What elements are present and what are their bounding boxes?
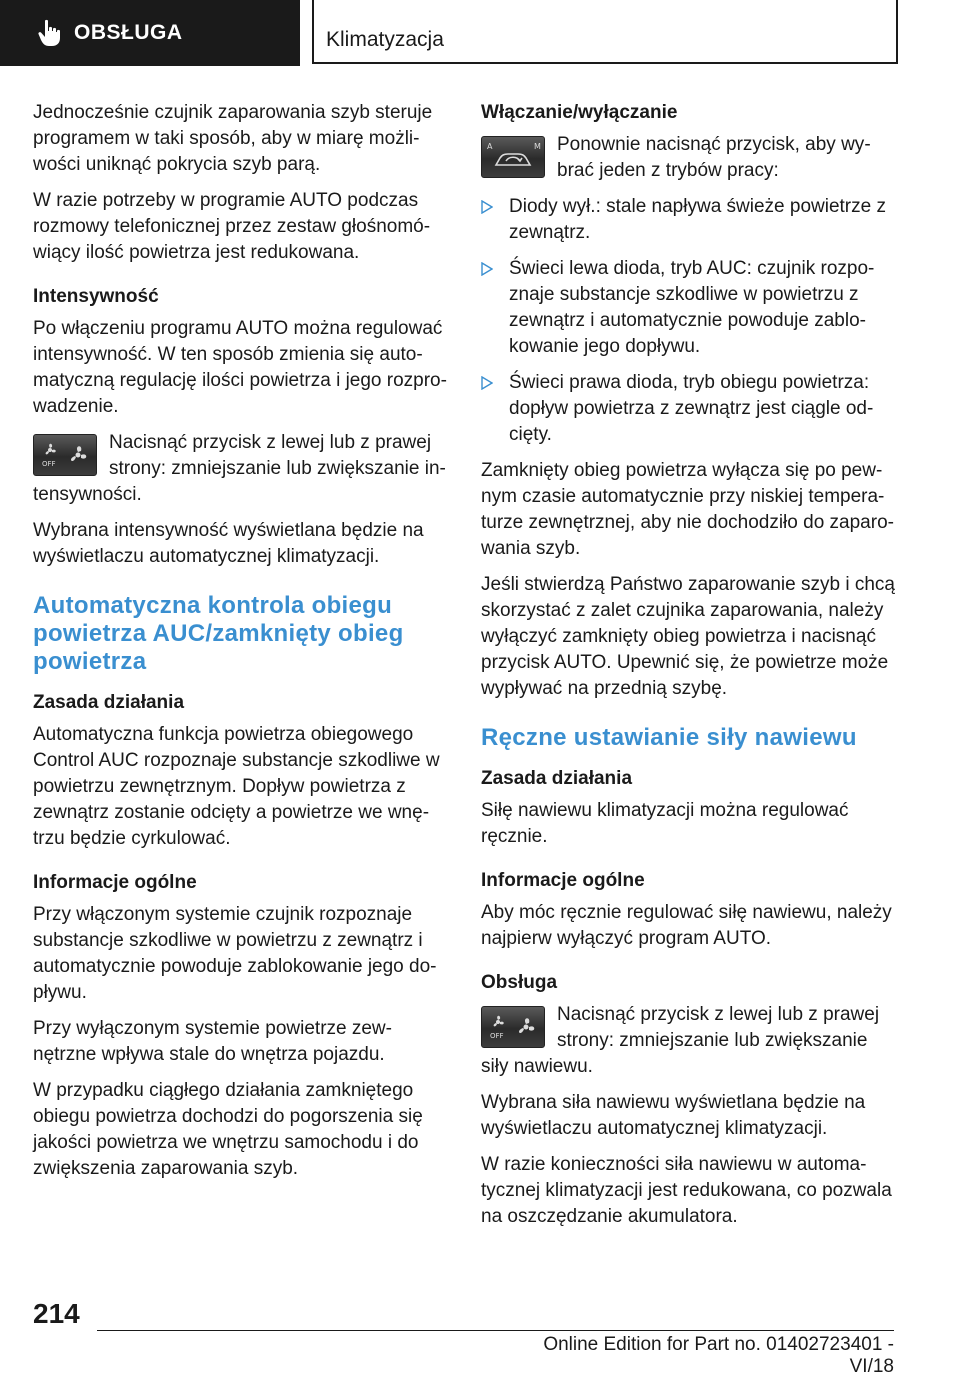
subheading-general-info: Informacje ogólne (33, 872, 197, 893)
blower-instruction (481, 1002, 895, 1080)
auc-instruction (481, 132, 895, 184)
instruction-text: Nacisnąć przycisk z lewej lub z prawej strony: zmniejszanie lub zwiększanie siły nawiewu. (481, 1004, 880, 1077)
page-number: 214 (33, 1298, 80, 1329)
mode-list (481, 194, 895, 448)
fan-button-image (481, 1006, 545, 1048)
subheading-principle: Zasada działania (481, 768, 633, 789)
section-title: OBSŁUGA (74, 21, 183, 44)
subheading-principle: Zasada działania (33, 692, 185, 713)
auc-label: A (487, 142, 493, 151)
footer-rule (97, 1330, 894, 1331)
off-label: OFF (490, 1032, 504, 1040)
paragraph: Wybrana intensywność wyświetlana będzie na wyświetlaczu automatycznej klimatyzacji. (33, 520, 424, 567)
chapter-title: Klimatyzacja (326, 28, 444, 51)
triangle-bullet-icon (481, 376, 493, 390)
instruction-text: Nacisnąć przycisk z lewej lub z prawej strony: zmniejszanie lub zwiększanie intensywności. (33, 432, 446, 505)
manual-label: M (534, 142, 541, 151)
fan-small-icon (494, 1016, 504, 1027)
triangle-bullet-icon (481, 200, 493, 214)
paragraph: Jednocześnie czujnik zaparowania szyb steruje programem w taki sposób, aby w miarę możliwości uniknąć pokrycia szyb parą. (33, 102, 433, 175)
paragraph: Przy wyłączonym systemie powietrze zewnętrzne wpływa stale do wnętrza pojazdu. (33, 1018, 392, 1065)
paragraph: Po włączeniu programu AUTO można regulować intensywność. W ten sposób zmienia się automatyczną regulację ilości powietrza i jego rozprowadzenie. (33, 318, 447, 417)
edition-note: Online Edition for Part no. 01402723401 - VI/18 (543, 1334, 894, 1377)
paragraph: W razie potrzeby w programie AUTO podczas rozmowy telefonicznej przez zestaw głośnomówiący ilość powietrza jest redukowana. (33, 190, 431, 263)
off-label: OFF (42, 460, 56, 468)
hand-icon (38, 19, 62, 47)
recirculation-button-image (481, 136, 545, 178)
paragraph: Automatyczna funkcja powietrza obiegowego Control AUC rozpoznaje substancje szkodliwe w powietrzu zewnętrznym. Dopływ powietrza z zewnątrz zostanie odcięty a powietrze we wnętrzu będzie cyrkulować. (33, 724, 440, 849)
chapter-box (312, 0, 898, 64)
page-header (0, 0, 960, 66)
list-item: Świeci lewa dioda, tryb AUC: czujnik rozpoznaje substancje szkodliwe w powietrzu z zewnątrz i automatycznie powoduje zablokowanie jego dopływu. (481, 256, 895, 360)
intensity-instruction (33, 430, 447, 508)
paragraph: Aby móc ręcznie regulować siłę nawiewu, należy najpierw wyłączyć program AUTO. (481, 902, 892, 949)
paragraph: Jeśli stwierdzą Państwo zaparowanie szyb i chcą skorzystać z zalet czujnika zaparowania, należy wyłączyć zamknięty obieg powietrza i nacisnąć przycisk AUTO. Upewnić się, że powietrze może wypływać na przednią szybę. (481, 574, 895, 699)
subheading-operation: Obsługa (481, 972, 558, 993)
car-recirculation-icon (496, 154, 530, 165)
list-item: Świeci prawa dioda, tryb obiegu powietrza: dopływ powietrza z zewnątrz jest ciągle odcięty. (481, 370, 895, 448)
instruction-text: Ponownie nacisnąć przycisk, aby wybrać jeden z trybów pracy: (557, 134, 871, 181)
subheading-intensity: Intensywność (33, 286, 159, 307)
section-tab (0, 0, 300, 66)
left-column (33, 100, 447, 1192)
fan-large-icon (519, 1018, 534, 1033)
fan-button-image (33, 434, 97, 476)
paragraph: Przy włączonym systemie czujnik rozpoznaje substancje szkodliwe w powietrzu z zewnątrz i automatycznie powoduje zablokowanie jego dopływu. (33, 904, 437, 1003)
fan-small-icon (46, 444, 56, 455)
paragraph: Zamknięty obieg powietrza wyłącza się po pewnym czasie automatycznie przy niskiej temperaturze zewnętrznej, aby nie dochodziło do zaparowania szyb. (481, 460, 894, 559)
paragraph: W przypadku ciągłego działania zamkniętego obiegu powietrza dochodzi do pogorszenia się jakości powietrza we wnętrzu samochodu i do zwiększenia zaparowania szyb. (33, 1080, 423, 1179)
paragraph: Siłę nawiewu klimatyzacji można regulować ręcznie. (481, 800, 849, 847)
subheading-general-info: Informacje ogólne (481, 870, 645, 891)
fan-large-icon (71, 446, 86, 461)
paragraph: Wybrana siła nawiewu wyświetlana będzie na wyświetlaczu automatycznej klimatyzacji. (481, 1092, 866, 1139)
paragraph: W razie konieczności siła nawiewu w automatycznej klimatyzacji jest redukowana, co pozwala na oszczędzanie akumulatora. (481, 1154, 892, 1227)
triangle-bullet-icon (481, 262, 493, 276)
section-heading-blower: Ręczne ustawianie siły nawiewu (481, 724, 857, 751)
section-heading-auc: Automatyczna kontrola obiegu powietrza AUC/zamknięty obieg powietrza (33, 592, 404, 675)
list-item: Diody wył.: stale napływa świeże powietrze z zewnątrz. (481, 194, 895, 246)
subheading-on-off: Włączanie/wyłączanie (481, 102, 678, 123)
right-column (481, 100, 895, 1240)
